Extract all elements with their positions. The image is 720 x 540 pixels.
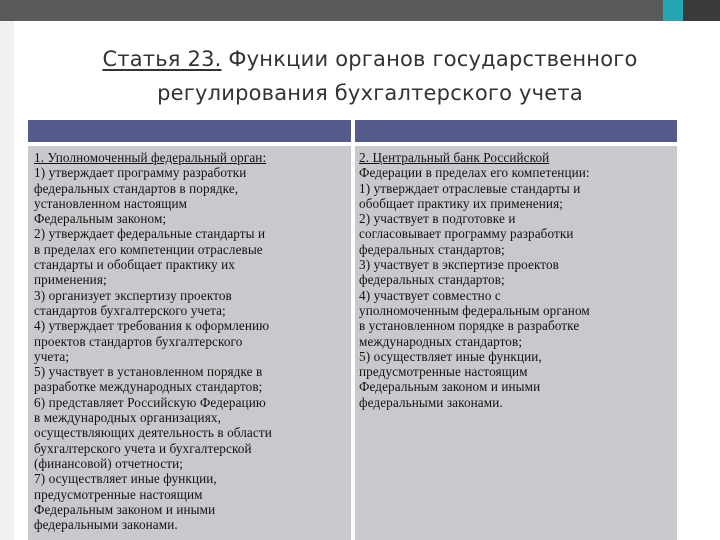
functions-table bbox=[28, 120, 677, 540]
left-text-line: осуществляющих деятельность в области bbox=[34, 425, 272, 441]
right-text-line: международных стандартов; bbox=[359, 333, 523, 349]
left-text-line: 1. Уполномоченный федеральный орган: bbox=[34, 150, 267, 165]
right-text-line: 2) участвует в подготовке и bbox=[359, 211, 516, 227]
right-text-line: предусмотренные настоящим bbox=[359, 364, 528, 380]
right-text-line: обобщает практику их применения; bbox=[359, 195, 564, 211]
left-text-line: (финансовой) отчетности; bbox=[34, 455, 184, 471]
left-text-line: 4) утверждает требования к оформлению bbox=[34, 318, 270, 334]
left-text-line: применения; bbox=[34, 272, 107, 288]
title-line-1 bbox=[40, 42, 700, 76]
table-header-right bbox=[355, 120, 677, 142]
left-text-line: федеральных стандартов в порядке, bbox=[34, 180, 239, 196]
right-text-line: Федерации в пределах его компетенции: bbox=[359, 165, 590, 181]
article-number: Статья 23. bbox=[102, 47, 222, 71]
left-text-line: Федеральным законом; bbox=[34, 211, 167, 227]
right-text-line: 2. Центральный банк Российской bbox=[359, 150, 550, 165]
left-text-line: проектов стандартов бухгалтерского bbox=[34, 333, 243, 349]
left-text-line: разработке международных стандартов; bbox=[34, 379, 263, 395]
title-line-1-rest: Функции органов государственного bbox=[221, 47, 638, 71]
right-text-line: федеральными законами. bbox=[359, 394, 503, 410]
left-text-line: учета; bbox=[34, 348, 70, 364]
left-text-line: 6) представляет Российскую Федерацию bbox=[34, 394, 266, 410]
left-text-line: 3) организует экспертизу проектов bbox=[34, 287, 232, 303]
left-text-line: в международных организациях, bbox=[34, 410, 221, 426]
left-text-line: предусмотренные настоящим bbox=[34, 486, 203, 502]
right-text-line: 4) участвует совместно с bbox=[359, 287, 501, 303]
top-right-block bbox=[683, 0, 720, 21]
right-text-line: федеральных стандартов; bbox=[359, 241, 505, 257]
left-text-line: 1) утверждает программу разработки bbox=[34, 165, 247, 181]
slide-title bbox=[40, 42, 700, 110]
left-text-line: стандартов бухгалтерского учета; bbox=[34, 302, 226, 318]
title-line-2: регулирования бухгалтерского учета bbox=[157, 81, 583, 105]
right-text-line: 5) осуществляет иные функции, bbox=[359, 348, 542, 364]
right-text-line: уполномоченным федеральным органом bbox=[359, 302, 590, 318]
left-text-line: стандарты и обобщает практику их bbox=[34, 257, 235, 273]
left-cell-text bbox=[34, 150, 272, 532]
right-text-line: федеральных стандартов; bbox=[359, 272, 505, 288]
top-decor-strip bbox=[0, 0, 720, 21]
left-text-line: 5) участвует в установленном порядке в bbox=[34, 364, 263, 380]
left-text-line: бухгалтерского учета и бухгалтерской bbox=[34, 440, 252, 456]
left-margin-bar bbox=[0, 21, 14, 540]
right-text-line: 1) утверждает отраслевые стандарты и bbox=[359, 180, 581, 196]
left-text-line: установленном настоящим bbox=[34, 195, 188, 211]
left-text-line: Федеральным законом и иными bbox=[34, 501, 216, 517]
table-header-left bbox=[28, 120, 351, 142]
right-text-line: Федеральным законом и иными bbox=[359, 379, 541, 395]
left-text-line: 2) утверждает федеральные стандарты и bbox=[34, 226, 266, 242]
right-text-line: в установленном порядке в разработке bbox=[359, 318, 580, 334]
right-text-line: 3) участвует в экспертизе проектов bbox=[359, 257, 560, 273]
left-text-line: 7) осуществляет иные функции, bbox=[34, 471, 217, 487]
right-text-line: согласовывает программу разработки bbox=[359, 226, 574, 242]
right-cell-text bbox=[359, 150, 590, 410]
left-text-line: федеральными законами. bbox=[34, 517, 178, 533]
left-text-line: в пределах его компетенции отраслевые bbox=[34, 241, 263, 257]
top-accent-block bbox=[663, 0, 683, 21]
